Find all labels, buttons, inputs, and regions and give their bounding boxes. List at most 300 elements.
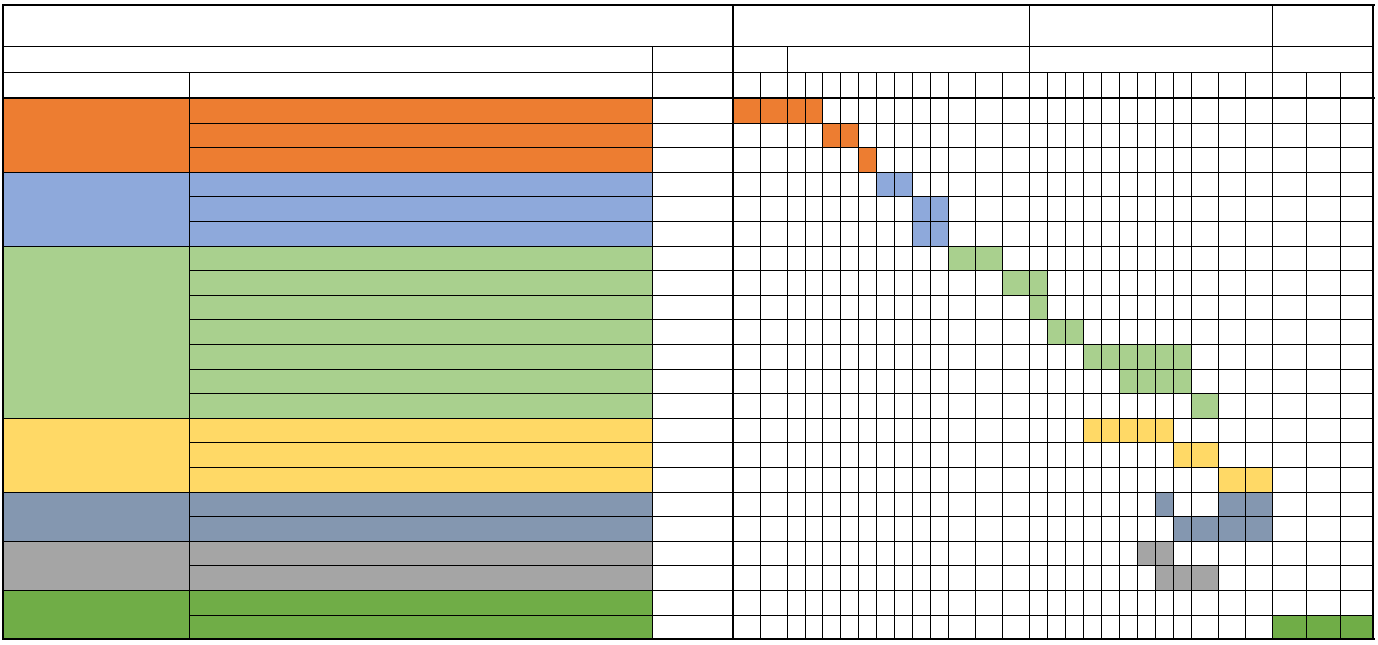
gantt-cell <box>733 221 761 247</box>
gantt-cell <box>1101 98 1120 124</box>
gantt-cell <box>1340 344 1374 370</box>
task-blank <box>652 147 734 173</box>
gantt-cell <box>787 418 806 444</box>
gantt-cell <box>1047 196 1066 222</box>
gantt-cell <box>787 615 806 641</box>
gantt-cell <box>858 123 877 149</box>
gantt-cell <box>1047 295 1066 321</box>
gantt-cell <box>1029 319 1048 345</box>
gantt-cell <box>1191 172 1219 198</box>
gantt-cell <box>894 590 913 616</box>
gantt-cell <box>1218 123 1246 149</box>
gantt-cell <box>1002 123 1030 149</box>
task-label <box>189 565 653 591</box>
gantt-cell <box>1083 590 1102 616</box>
gantt-cell <box>858 418 877 444</box>
gantt-cell <box>1155 123 1174 149</box>
gantt-cell <box>760 270 788 296</box>
gantt-cell <box>822 590 841 616</box>
task-blank <box>652 541 734 567</box>
gantt-cell <box>1245 196 1273 222</box>
gantt-cell <box>787 319 806 345</box>
gantt-cell <box>1047 270 1066 296</box>
gantt-bar <box>1155 565 1174 591</box>
gantt-cell <box>1065 196 1084 222</box>
gantt-cell <box>912 295 931 321</box>
gantt-cell <box>858 196 877 222</box>
gantt-cell <box>822 196 841 222</box>
gantt-cell <box>1101 221 1120 247</box>
gantt-cell <box>1272 221 1307 247</box>
gantt-cell <box>912 541 931 567</box>
gantt-cell <box>1029 590 1048 616</box>
gantt-bar <box>975 246 1003 272</box>
gantt-cell <box>1137 221 1156 247</box>
gantt-cell <box>1083 393 1102 419</box>
gantt-cell <box>1002 172 1030 198</box>
gantt-cell <box>1155 221 1174 247</box>
month-cell <box>1218 72 1246 99</box>
gantt-cell <box>1191 147 1219 173</box>
gantt-cell <box>1065 295 1084 321</box>
gantt-cell <box>822 246 841 272</box>
gantt-cell <box>948 196 976 222</box>
gantt-cell <box>876 221 895 247</box>
gantt-cell <box>805 172 823 198</box>
gantt-cell <box>822 344 841 370</box>
gantt-cell <box>840 221 859 247</box>
gantt-cell <box>1191 319 1219 345</box>
gantt-cell <box>1340 172 1374 198</box>
task-label <box>189 393 653 419</box>
gantt-cell <box>760 492 788 518</box>
gantt-cell <box>858 516 877 542</box>
gantt-cell <box>930 492 949 518</box>
gantt-cell <box>805 615 823 641</box>
gantt-cell <box>1029 492 1048 518</box>
gantt-cell <box>1083 615 1102 641</box>
gantt-cell <box>930 319 949 345</box>
gantt-cell <box>894 541 913 567</box>
gantt-cell <box>876 615 895 641</box>
year-cell <box>1272 46 1374 73</box>
gantt-cell <box>787 172 806 198</box>
gantt-cell <box>1155 270 1174 296</box>
gantt-cell <box>733 393 761 419</box>
gantt-cell <box>1119 442 1138 468</box>
gantt-cell <box>760 393 788 419</box>
gantt-cell <box>1029 196 1048 222</box>
gantt-cell <box>1218 565 1246 591</box>
gantt-cell <box>1029 541 1048 567</box>
gantt-cell <box>948 590 976 616</box>
gantt-cell <box>1137 615 1156 641</box>
gantt-cell <box>858 319 877 345</box>
gantt-cell <box>975 295 1003 321</box>
gantt-cell <box>948 393 976 419</box>
gantt-cell <box>1101 246 1120 272</box>
gantt-cell <box>1083 541 1102 567</box>
gantt-cell <box>840 147 859 173</box>
gantt-cell <box>975 393 1003 419</box>
gantt-bar <box>1119 369 1138 395</box>
frame-right <box>1372 4 1374 640</box>
task-blank <box>652 295 734 321</box>
gantt-cell <box>1245 615 1273 641</box>
gantt-cell <box>1119 393 1138 419</box>
gantt-cell <box>1191 98 1219 124</box>
gantt-cell <box>1047 147 1066 173</box>
gantt-cell <box>760 123 788 149</box>
gantt-cell <box>912 467 931 493</box>
gantt-bar <box>1218 492 1246 518</box>
gantt-cell <box>1155 442 1174 468</box>
gantt-cell <box>1029 98 1048 124</box>
gantt-cell <box>975 319 1003 345</box>
gantt-cell <box>858 344 877 370</box>
gantt-cell <box>1340 393 1374 419</box>
gantt-cell <box>876 393 895 419</box>
gantt-cell <box>1306 123 1341 149</box>
gantt-cell <box>894 565 913 591</box>
gantt-cell <box>975 442 1003 468</box>
gantt-cell <box>894 98 913 124</box>
gantt-cell <box>876 442 895 468</box>
gantt-cell <box>733 147 761 173</box>
gantt-cell <box>760 295 788 321</box>
gantt-cell <box>1002 565 1030 591</box>
gantt-cell <box>1029 442 1048 468</box>
gantt-cell <box>948 344 976 370</box>
gantt-cell <box>948 615 976 641</box>
gantt-cell <box>822 147 841 173</box>
gantt-cell <box>1218 615 1246 641</box>
gantt-bar <box>876 172 895 198</box>
gantt-cell <box>1119 467 1138 493</box>
gantt-bar <box>1083 344 1102 370</box>
month-cell <box>1137 72 1156 99</box>
task-blank <box>652 319 734 345</box>
gantt-cell <box>822 393 841 419</box>
gantt-cell <box>1002 615 1030 641</box>
gantt-cell <box>1002 393 1030 419</box>
gantt-cell <box>1340 442 1374 468</box>
gantt-cell <box>760 442 788 468</box>
task-blank <box>652 369 734 395</box>
month-cell <box>805 72 823 99</box>
gantt-bar <box>760 98 788 124</box>
gantt-cell <box>787 565 806 591</box>
gantt-cell <box>805 442 823 468</box>
task-blank <box>652 565 734 591</box>
gantt-cell <box>1101 172 1120 198</box>
gantt-cell <box>912 615 931 641</box>
gantt-cell <box>1101 147 1120 173</box>
gantt-bar <box>1191 516 1219 542</box>
year-cell <box>733 46 788 73</box>
gantt-cell <box>1306 221 1341 247</box>
gantt-bar <box>1065 319 1084 345</box>
gantt-cell <box>930 270 949 296</box>
gantt-cell <box>1002 221 1030 247</box>
gantt-cell <box>1340 492 1374 518</box>
gantt-cell <box>840 172 859 198</box>
gantt-cell <box>1029 246 1048 272</box>
gantt-cell <box>876 516 895 542</box>
gantt-cell <box>1029 344 1048 370</box>
gantt-cell <box>975 172 1003 198</box>
gantt-cell <box>1137 196 1156 222</box>
gantt-cell <box>805 565 823 591</box>
gantt-cell <box>1272 246 1307 272</box>
gantt-cell <box>1065 442 1084 468</box>
gantt-cell <box>1245 246 1273 272</box>
gantt-bar <box>1119 344 1138 370</box>
task-blank <box>652 221 734 247</box>
task-label <box>189 123 653 149</box>
gantt-cell <box>1137 516 1156 542</box>
task-label <box>189 98 653 124</box>
gantt-cell <box>822 541 841 567</box>
gantt-cell <box>840 270 859 296</box>
gantt-cell <box>1340 98 1374 124</box>
gantt-cell <box>805 147 823 173</box>
gantt-cell <box>1029 467 1048 493</box>
gantt-cell <box>1306 98 1341 124</box>
gantt-cell <box>840 246 859 272</box>
gantt-cell <box>1272 467 1307 493</box>
task-label <box>189 590 653 616</box>
gantt-cell <box>1047 615 1066 641</box>
header-blank <box>3 5 734 47</box>
task-blank <box>652 246 734 272</box>
gantt-cell <box>822 442 841 468</box>
gantt-cell <box>1065 590 1084 616</box>
gantt-cell <box>1173 590 1192 616</box>
gantt-cell <box>858 541 877 567</box>
gantt-cell <box>822 319 841 345</box>
gantt-cell <box>1065 369 1084 395</box>
gantt-bar <box>1155 369 1174 395</box>
gantt-cell <box>1245 221 1273 247</box>
gantt-cell <box>894 467 913 493</box>
month-cell <box>840 72 859 99</box>
gantt-cell <box>1047 123 1066 149</box>
gantt-cell <box>894 442 913 468</box>
gantt-cell <box>858 393 877 419</box>
gantt-cell <box>1155 196 1174 222</box>
gantt-cell <box>760 615 788 641</box>
month-cell <box>1101 72 1120 99</box>
gantt-cell <box>1119 196 1138 222</box>
gantt-cell <box>787 442 806 468</box>
gantt-cell <box>876 295 895 321</box>
month-cell <box>894 72 913 99</box>
gantt-cell <box>1218 246 1246 272</box>
gantt-cell <box>1137 492 1156 518</box>
gantt-cell <box>1340 565 1374 591</box>
gantt-cell <box>1191 196 1219 222</box>
gantt-bar <box>1047 319 1066 345</box>
gantt-bar <box>894 172 913 198</box>
gantt-cell <box>1306 295 1341 321</box>
gantt-cell <box>1272 319 1307 345</box>
header-blank-2 <box>3 46 653 73</box>
gantt-cell <box>822 172 841 198</box>
gantt-cell <box>1218 221 1246 247</box>
gantt-cell <box>787 344 806 370</box>
gantt-cell <box>787 270 806 296</box>
gantt-cell <box>1137 442 1156 468</box>
frame-top <box>2 4 1375 6</box>
gantt-cell <box>1218 369 1246 395</box>
gantt-cell <box>975 565 1003 591</box>
gantt-cell <box>948 123 976 149</box>
gantt-bar <box>1218 467 1246 493</box>
task-label <box>189 270 653 296</box>
gantt-cell <box>1137 319 1156 345</box>
gantt-bar <box>1155 344 1174 370</box>
gantt-cell <box>1119 98 1138 124</box>
gantt-cell <box>1101 492 1120 518</box>
gantt-cell <box>948 221 976 247</box>
gantt-cell <box>876 467 895 493</box>
gantt-cell <box>876 369 895 395</box>
gantt-cell <box>733 541 761 567</box>
gantt-cell <box>1101 516 1120 542</box>
gantt-cell <box>1191 344 1219 370</box>
gantt-cell <box>1340 369 1374 395</box>
gantt-cell <box>760 147 788 173</box>
task-label <box>189 467 653 493</box>
gantt-cell <box>1272 565 1307 591</box>
gantt-bar <box>1083 418 1102 444</box>
task-blank <box>652 516 734 542</box>
gantt-cell <box>822 565 841 591</box>
gantt-cell <box>805 319 823 345</box>
gantt-cell <box>1306 147 1341 173</box>
gantt-cell <box>1218 418 1246 444</box>
gantt-cell <box>930 98 949 124</box>
gantt-cell <box>1137 270 1156 296</box>
task-label <box>189 196 653 222</box>
task-blank <box>652 590 734 616</box>
gantt-cell <box>1119 123 1138 149</box>
gantt-bar <box>1101 418 1120 444</box>
gantt-cell <box>1306 246 1341 272</box>
gantt-cell <box>858 221 877 247</box>
gantt-cell <box>1272 516 1307 542</box>
gantt-cell <box>1047 467 1066 493</box>
gantt-cell <box>1191 221 1219 247</box>
gantt-cell <box>1191 418 1219 444</box>
gantt-cell <box>787 221 806 247</box>
gantt-cell <box>1245 393 1273 419</box>
gantt-cell <box>1245 123 1273 149</box>
gantt-cell <box>822 369 841 395</box>
task-blank <box>652 98 734 124</box>
gantt-cell <box>733 565 761 591</box>
task-label <box>189 516 653 542</box>
gantt-cell <box>1065 246 1084 272</box>
gantt-cell <box>787 123 806 149</box>
gantt-cell <box>1083 172 1102 198</box>
gantt-bar <box>1137 418 1156 444</box>
gantt-cell <box>930 344 949 370</box>
gantt-bar <box>1137 344 1156 370</box>
gantt-cell <box>975 123 1003 149</box>
gantt-cell <box>894 418 913 444</box>
gantt-cell <box>1029 147 1048 173</box>
gantt-cell <box>1245 442 1273 468</box>
gantt-cell <box>876 492 895 518</box>
gantt-bar <box>1137 369 1156 395</box>
gantt-cell <box>1119 147 1138 173</box>
gantt-cell <box>894 492 913 518</box>
gantt-cell <box>975 344 1003 370</box>
gantt-cell <box>1083 196 1102 222</box>
gantt-cell <box>733 123 761 149</box>
gantt-cell <box>1173 270 1192 296</box>
gantt-cell <box>805 467 823 493</box>
gantt-cell <box>1155 467 1174 493</box>
gantt-cell <box>760 369 788 395</box>
gantt-cell <box>760 590 788 616</box>
gantt-cell <box>1191 246 1219 272</box>
gantt-cell <box>822 516 841 542</box>
group-label <box>3 98 190 173</box>
gantt-cell <box>858 270 877 296</box>
gantt-cell <box>1191 467 1219 493</box>
gantt-cell <box>876 344 895 370</box>
gantt-cell <box>787 196 806 222</box>
gantt-cell <box>858 467 877 493</box>
gantt-cell <box>840 196 859 222</box>
gantt-cell <box>1272 270 1307 296</box>
gantt-bar <box>948 246 976 272</box>
gantt-cell <box>930 467 949 493</box>
gantt-cell <box>1272 98 1307 124</box>
gantt-cell <box>822 418 841 444</box>
gantt-cell <box>787 590 806 616</box>
gantt-cell <box>1155 98 1174 124</box>
gantt-cell <box>1065 344 1084 370</box>
gantt-bar <box>805 98 823 124</box>
gantt-cell <box>1029 369 1048 395</box>
gantt-cell <box>1173 418 1192 444</box>
gantt-cell <box>1155 590 1174 616</box>
gantt-cell <box>1065 172 1084 198</box>
group-label <box>3 492 190 542</box>
gantt-cell <box>912 393 931 419</box>
gantt-cell <box>894 246 913 272</box>
gantt-cell <box>1029 172 1048 198</box>
gantt-cell <box>1218 295 1246 321</box>
gantt-cell <box>1245 172 1273 198</box>
gantt-cell <box>1340 246 1374 272</box>
gantt-cell <box>1306 172 1341 198</box>
gantt-bar <box>1245 516 1273 542</box>
gantt-cell <box>760 172 788 198</box>
gantt-cell <box>760 246 788 272</box>
gantt-cell <box>1340 221 1374 247</box>
gantt-cell <box>930 295 949 321</box>
gantt-cell <box>930 541 949 567</box>
gantt-bar <box>822 123 841 149</box>
gantt-cell <box>894 221 913 247</box>
gantt-cell <box>1137 565 1156 591</box>
gantt-cell <box>1155 516 1174 542</box>
